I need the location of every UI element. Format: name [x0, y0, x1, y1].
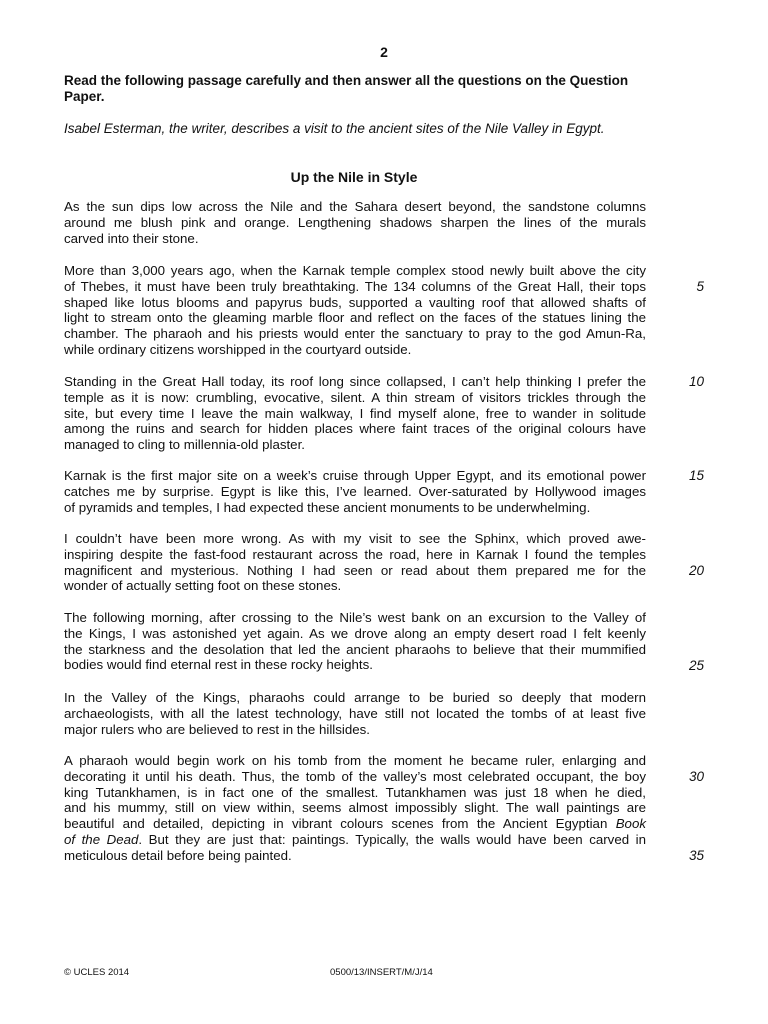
passage-line: catches me by surprise. Egypt is like this, I’ve learned. Over-saturated by Hollywood images [64, 483, 646, 499]
passage-line: inspiring despite the fast-food restaurant across the road, here in Karnak I found the temples [64, 546, 646, 562]
line-number: 25 [688, 658, 704, 673]
book-title-word: Book [615, 816, 646, 832]
passage-line: carved into their stone. [64, 230, 199, 246]
passage-line: while ordinary citizens worshipped in the courtyard outside. [64, 341, 412, 357]
passage-paragraph [64, 468, 646, 515]
page-number: 2 [380, 44, 388, 60]
passage-line-text: . But they are just that: paintings. Typically, the walls would have been carved in [138, 831, 646, 847]
line-number: 35 [688, 848, 704, 863]
passage-line: chamber. The pharaoh and his priests would enter the sanctuary to pray to the god Amun-Ra, [64, 326, 646, 342]
passage-line: the Kings, I was astonished yet again. As we drove along an empty desert road I felt keenly [64, 625, 646, 641]
passage-line: king Tutankhamen, is in fact one of the smallest. Tutankhamen was just 18 when he died, [64, 784, 646, 800]
passage-line: around me blush pink and orange. Lengthening shadows sharpen the lines of the murals [64, 214, 646, 230]
passage-line: shaped like lotus blooms and papyrus buds, supported a vaulting roof that allowed shafts of [64, 294, 646, 310]
passage-paragraph [64, 753, 646, 864]
passage-line: Karnak is the first major site on a week’s cruise through Upper Egypt, and its emotional power [64, 468, 646, 483]
passage-line: site, but every time I leave the main walkway, I find myself alone, free to wander in solitude [64, 405, 646, 421]
passage-line: Standing in the Great Hall today, its roof long since collapsed, I can’t help thinking I prefer the [64, 374, 646, 389]
passage-paragraph [64, 610, 646, 673]
line-number: 5 [696, 279, 704, 294]
passage-paragraph [64, 531, 646, 594]
line-number: 30 [688, 769, 704, 784]
instruction-text: Read the following passage carefully and then answer all the questions on the Question Paper. [64, 73, 629, 104]
passage-line: managed to cling to millennia-old plaster. [64, 437, 305, 453]
passage-line: among the ruins and search for hidden places where faint traces of the original colours have [64, 421, 646, 437]
passage-paragraph [64, 199, 646, 246]
passage-line: wonder of actually setting foot on these stones. [64, 578, 342, 594]
passage-line [64, 816, 646, 832]
passage-line: bodies would find eternal rest in these rocky heights. [64, 657, 373, 673]
passage-paragraph [64, 690, 646, 737]
passage-line: and his mummy, still on view within, seems almost impossibly slight. The wall paintings are [64, 800, 646, 816]
passage-line: the starkness and the desolation that led the ancient pharaohs to believe that their mummified [64, 641, 646, 657]
passage-line: light to stream onto the gleaming marble floor and reflect on the faces of the statues lining the [64, 310, 646, 326]
passage-line-text: beautiful and detailed, depicting in vibrant colours scenes from the Ancient Egyptian [64, 816, 616, 832]
intro-text: Isabel Esterman, the writer, describes a visit to the ancient sites of the Nile Valley in Egypt. [64, 121, 605, 136]
book-title-continuation: of the Dead [64, 831, 139, 847]
passage-line: In the Valley of the Kings, pharaohs could arrange to be buried so deeply that modern [64, 690, 646, 705]
passage-line [64, 832, 646, 848]
passage-line: archaeologists, with all the latest technology, have still not located the tombs of at least five [64, 705, 646, 721]
passage-line: temple as it is now: crumbling, evocative, silent. A thin stream of visitors trickles through the [64, 389, 646, 405]
passage-line: More than 3,000 years ago, when the Karnak temple complex stood newly built above the city [64, 263, 646, 278]
paper-reference-code: 0500/13/INSERT/M/J/14 [330, 967, 433, 978]
passage-line: magnificent and mysterious. Nothing I had seen or read about them prepared me for the [64, 562, 646, 578]
passage-line: decorating it until his death. Thus, the tomb of the valley’s most celebrated occupant, the boy [64, 768, 646, 784]
passage-line: A pharaoh would begin work on his tomb from the moment he became ruler, enlarging and [64, 753, 646, 768]
passage-line: The following morning, after crossing to the Nile’s west bank on an excursion to the Valley of [64, 610, 646, 625]
line-number: 10 [688, 374, 704, 389]
passage-paragraph [64, 374, 646, 453]
copyright-notice: © UCLES 2014 [64, 967, 130, 978]
passage-paragraph [64, 263, 646, 358]
line-number: 20 [688, 563, 704, 578]
line-number: 15 [688, 468, 704, 483]
passage-line: major rulers who are believed to rest in the hillsides. [64, 721, 370, 737]
passage-line: of pyramids and temples, I had expected these ancient monuments to be underwhelming. [64, 499, 591, 515]
passage-line: meticulous detail before being painted. [64, 847, 292, 863]
passage-title: Up the Nile in Style [290, 169, 418, 185]
passage-line: I couldn’t have been more wrong. As with my visit to see the Sphinx, which proved awe- [64, 531, 646, 546]
passage-line: of Thebes, it must have been truly breathtaking. The 134 columns of the Great Hall, their tops [64, 278, 646, 294]
passage-line: As the sun dips low across the Nile and the Sahara desert beyond, the sandstone columns [64, 199, 646, 214]
